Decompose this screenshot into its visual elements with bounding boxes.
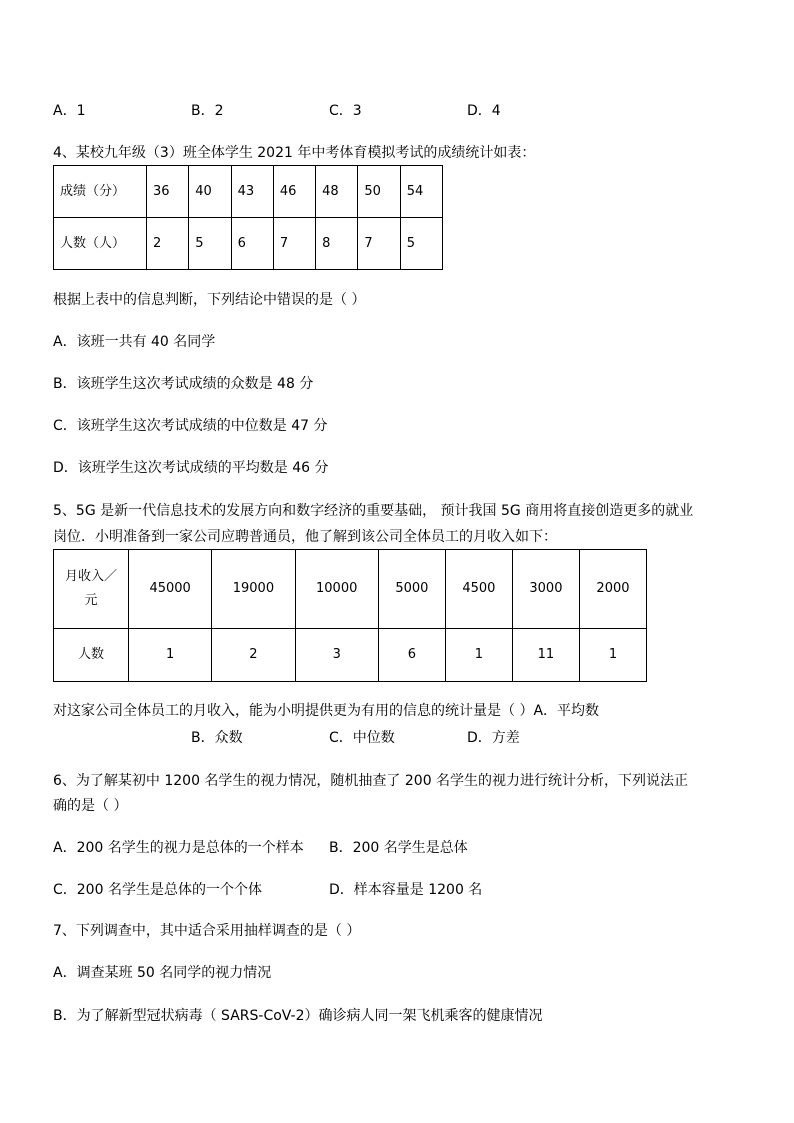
- q4-row2-cell: 7: [358, 218, 400, 270]
- q6-option-a[interactable]: A．200 名学生的视力是总体的一个样本: [53, 840, 304, 856]
- q4-question: 根据上表中的信息判断，下列结论中错误的是（ ）: [53, 292, 366, 308]
- q5-row2-cell: 6: [378, 629, 445, 682]
- q4-row1-cell: 50: [358, 166, 400, 218]
- q5-stem-line1: 5、5G 是新一代信息技术的发展方向和数字经济的重要基础， 预计我国 5G 商用将直接创造更多的就业: [53, 503, 694, 519]
- q5-option-b[interactable]: B．众数: [191, 730, 243, 746]
- q5-row2-cell: 1: [129, 629, 212, 682]
- q4-row2-cell: 7: [273, 218, 315, 270]
- q5-row2-header: 人数: [54, 629, 129, 682]
- q6-option-c[interactable]: C．200 名学生是总体的一个个体: [53, 882, 262, 898]
- q4-row2-header: 人数（人）: [54, 218, 147, 270]
- q3-option-d[interactable]: D．4: [467, 103, 501, 119]
- q5-row1-header-line1: 月收入／: [64, 569, 117, 584]
- q4-option-a[interactable]: A．该班一共有 40 名同学: [53, 334, 216, 350]
- q5-row2-cell: 11: [512, 629, 579, 682]
- q6-stem-line2: 确的是（ ）: [53, 798, 128, 814]
- q4-row2-cell: 2: [147, 218, 189, 270]
- q5-row1-cell: 4500: [445, 550, 512, 629]
- q5-row1-cell: 45000: [129, 550, 212, 629]
- q4-row1-cell: 54: [400, 166, 442, 218]
- q5-row2-cell: 3: [295, 629, 378, 682]
- q5-row1-cell: 19000: [212, 550, 295, 629]
- q7-option-b[interactable]: B．为了解新型冠状病毒（ SARS-CoV-2）确诊病人同一架飞机乘客的健康情况: [53, 1008, 543, 1024]
- q5-question: 对这家公司全体员工的月收入，能为小明提供更为有用的信息的统计量是（ ）A．平均数: [53, 703, 600, 719]
- q4-score-table: [53, 165, 443, 270]
- q4-option-d[interactable]: D．该班学生这次考试成绩的平均数是 46 分: [53, 460, 329, 476]
- q5-row1-cell: 2000: [579, 550, 646, 629]
- q5-income-table: [53, 549, 647, 682]
- q5-row1-header: [54, 550, 129, 629]
- q4-option-c[interactable]: C．该班学生这次考试成绩的中位数是 47 分: [53, 418, 328, 434]
- q5-stem-line2: 岗位．小明准备到一家公司应聘普通员，他了解到该公司全体员工的月收入如下：: [53, 529, 557, 545]
- q3-option-c[interactable]: C．3: [329, 103, 362, 119]
- q4-row2-cell: 5: [400, 218, 442, 270]
- q4-row2-cell: 6: [231, 218, 273, 270]
- q7-option-a[interactable]: A．调查某班 50 名同学的视力情况: [53, 965, 272, 981]
- q5-option-d[interactable]: D．方差: [467, 730, 520, 746]
- q5-row2-cell: 1: [579, 629, 646, 682]
- q5-row1-cell: 10000: [295, 550, 378, 629]
- q5-row2-cell: 2: [212, 629, 295, 682]
- q4-row1-cell: 43: [231, 166, 273, 218]
- q3-option-b[interactable]: B．2: [191, 103, 224, 119]
- q4-stem: 4、某校九年级（3）班全体学生 2021 年中考体育模拟考试的成绩统计如表：: [53, 145, 536, 161]
- q4-row1-header: 成绩（分）: [54, 166, 147, 218]
- q4-row1-cell: 48: [316, 166, 358, 218]
- q4-row1-cell: 46: [273, 166, 315, 218]
- q5-row1-cell: 3000: [512, 550, 579, 629]
- q5-option-c[interactable]: C．中位数: [329, 730, 395, 746]
- q5-row1-cell: 5000: [378, 550, 445, 629]
- q4-option-b[interactable]: B．该班学生这次考试成绩的众数是 48 分: [53, 376, 314, 392]
- q5-row1-header-line2: 元: [84, 593, 98, 608]
- q4-row1-cell: 36: [147, 166, 189, 218]
- q4-row2-cell: 5: [189, 218, 231, 270]
- q4-row2-cell: 8: [316, 218, 358, 270]
- q3-option-a[interactable]: A．1: [53, 103, 86, 119]
- q4-row1-cell: 40: [189, 166, 231, 218]
- q6-option-d[interactable]: D．样本容量是 1200 名: [329, 882, 483, 898]
- q6-option-b[interactable]: B．200 名学生是总体: [329, 840, 468, 856]
- q6-stem-line1: 6、为了解某初中 1200 名学生的视力情况，随机抽查了 200 名学生的视力进行统计分析，下列说法正: [53, 773, 689, 789]
- q5-row2-cell: 1: [445, 629, 512, 682]
- q7-stem: 7、下列调查中，其中适合采用抽样调查的是（ ）: [53, 923, 361, 939]
